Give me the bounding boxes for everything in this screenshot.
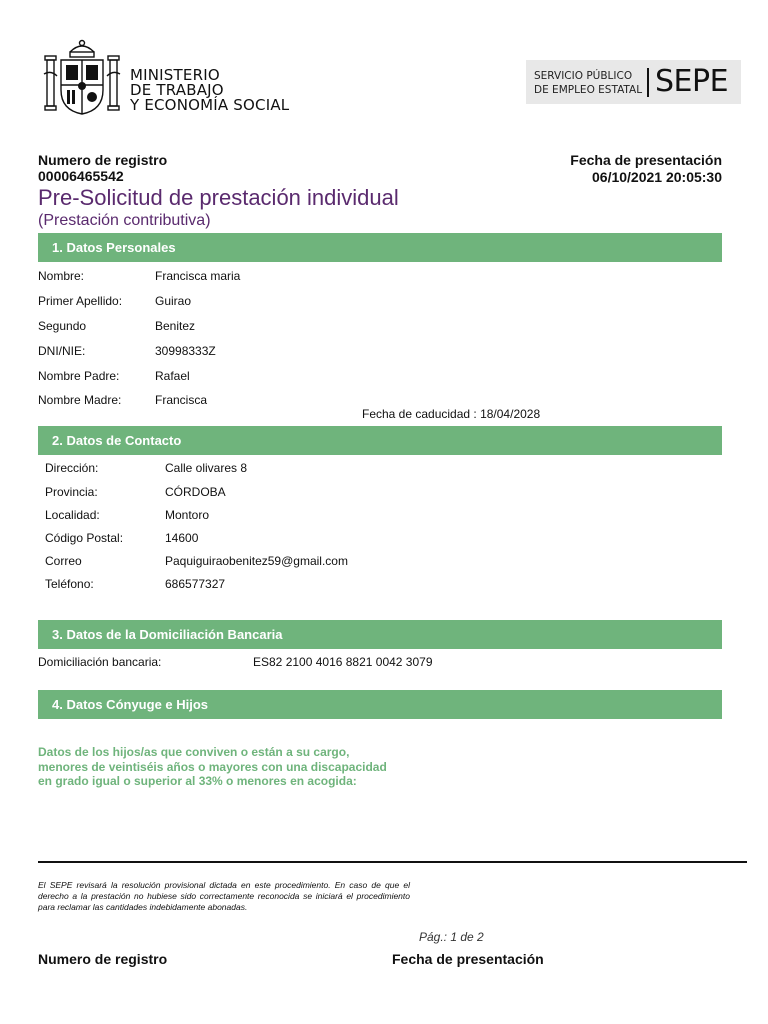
field-label: Dirección: [45, 461, 99, 475]
hijos-note-line-3: en grado igual o superior al 33% o menores en acogida: [38, 774, 357, 788]
field-label: Nombre Padre: [38, 369, 120, 383]
field-label: Correo [45, 554, 82, 568]
footer-registro-label: Numero de registro [38, 951, 168, 967]
sepe-wordmark: SEPE [655, 64, 729, 99]
page-number: Pág.: 1 de 2 [419, 930, 484, 944]
caducidad-date: Fecha de caducidad : 18/04/2028 [362, 407, 541, 421]
footer-fecha-label: Fecha de presentación [392, 951, 544, 967]
sepe-small-line-1: SERVICIO PÚBLICO [534, 70, 633, 82]
section-header-contacto: 2. Datos de Contacto [38, 426, 722, 455]
field-label: DNI/NIE: [38, 344, 86, 358]
registro-label: Numero de registro [38, 152, 168, 168]
fecha-value: 06/10/2021 20:05:30 [592, 169, 722, 185]
footer-divider [38, 861, 747, 863]
field-label: Nombre: [38, 269, 85, 283]
field-value: Calle olivares 8 [165, 461, 248, 475]
hijos-note [38, 745, 387, 789]
field-value: Francisca [155, 393, 208, 407]
ministry-line-3: Y ECONOMÍA SOCIAL [130, 96, 290, 114]
ministry-name [130, 68, 289, 113]
field-label: Provincia: [45, 485, 98, 499]
sepe-small-text [534, 69, 642, 97]
field-value: CÓRDOBA [165, 485, 226, 499]
coat-of-arms-logo [43, 38, 121, 118]
field-value: 30998333Z [155, 344, 216, 358]
ministry-line-2: DE TRABAJO [130, 81, 224, 99]
page-subtitle: (Prestación contributiva) [38, 212, 211, 229]
field-value: 686577327 [165, 577, 226, 591]
field-value: Francisca maria [155, 269, 241, 283]
section-header-personal: 1. Datos Personales [38, 233, 722, 262]
registro-value: 00006465542 [38, 168, 124, 184]
field-label: Teléfono: [45, 577, 94, 591]
field-value: Benitez [155, 319, 196, 333]
ministry-line-1: MINISTERIO [130, 66, 220, 84]
fecha-label: Fecha de presentación [570, 152, 722, 168]
section-header-bancaria: 3. Datos de la Domiciliación Bancaria [38, 620, 722, 649]
field-label: Segundo [38, 319, 87, 333]
field-value: Guirao [155, 294, 192, 308]
sepe-small-line-2: DE EMPLEO ESTATAL [534, 84, 643, 96]
section-header-conyuge: 4. Datos Cónyuge e Hijos [38, 690, 722, 719]
field-label: Localidad: [45, 508, 100, 522]
field-value: Paquiguiraobenitez59@gmail.com [165, 554, 348, 568]
hijos-note-line-2: menores de veintiséis años o mayores con una discapacidad [38, 759, 387, 774]
field-value: Montoro [165, 508, 210, 522]
disclaimer-text: El SEPE revisará la resolución provisional dictada en este procedimiento. En caso de que el derecho a la prestación no hubiese sido correctamente reconocida se iniciará el procedimiento para reclamar las cantidades indebidamente abonadas. [38, 880, 410, 912]
field-label: Domiciliación bancaria: [38, 655, 162, 669]
sepe-divider [647, 68, 649, 97]
field-label: Primer Apellido: [38, 294, 123, 308]
field-label: Nombre Madre: [38, 393, 122, 407]
field-value: 14600 [165, 531, 199, 545]
field-label: Código Postal: [45, 531, 124, 545]
iban-value: ES82 2100 4016 8821 0042 3079 [253, 655, 433, 669]
hijos-note-line-1: Datos de los hijos/as que conviven o están a su cargo, [38, 745, 350, 759]
sepe-logo [526, 60, 741, 104]
field-value: Rafael [155, 369, 190, 383]
page-title: Pre-Solicitud de prestación individual [38, 185, 399, 210]
